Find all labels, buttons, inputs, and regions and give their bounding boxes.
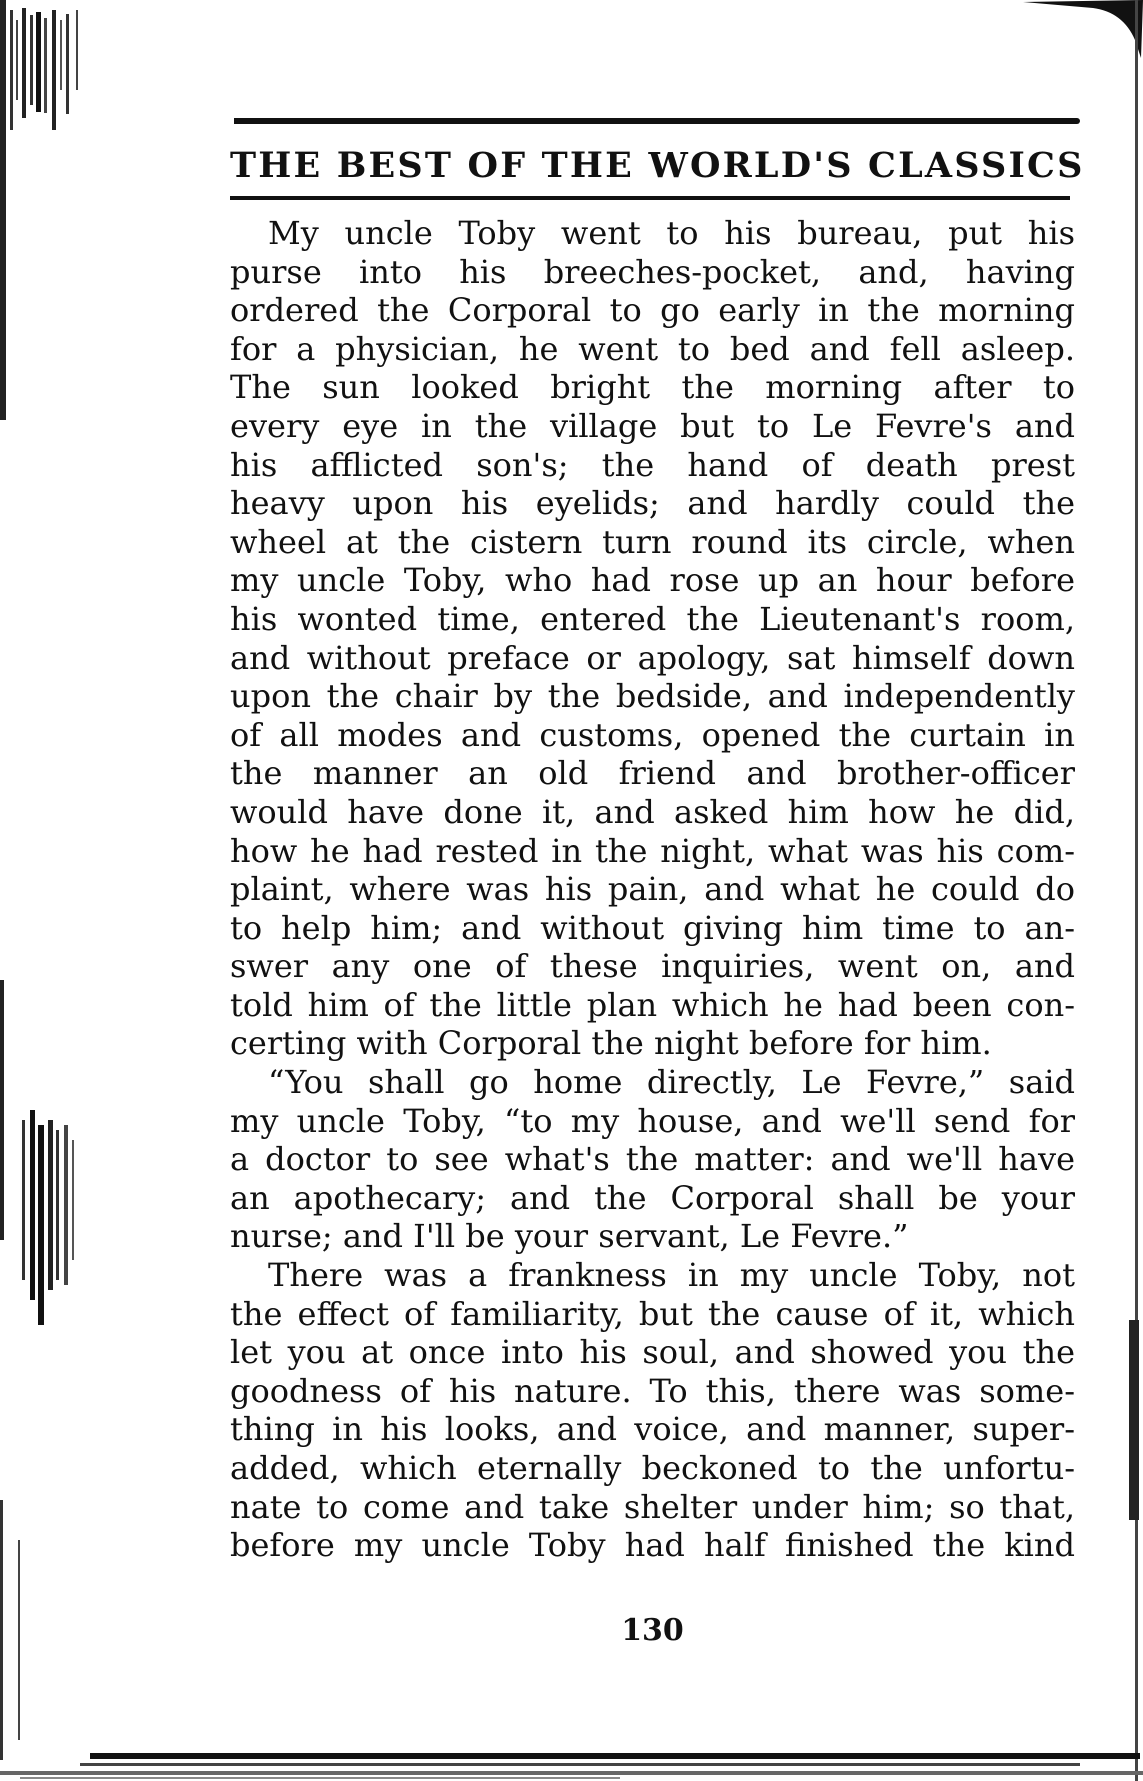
paragraph-3 bbox=[230, 1256, 1075, 1565]
text-line: for a physician, he went to bed and fell asleep. bbox=[230, 329, 1075, 368]
text-line: would have done it, and asked him how he did, bbox=[230, 792, 1075, 831]
text-line: my uncle Toby, “to my house, and we'll send for bbox=[230, 1101, 1075, 1140]
text-line: how he had rested in the night, what was his com- bbox=[230, 831, 1075, 870]
text-line: added, which eternally beckoned to the unfortu- bbox=[230, 1449, 1075, 1487]
text-line: plaint, where was his pain, and what he could do bbox=[230, 870, 1075, 909]
paragraph-1 bbox=[230, 214, 1075, 1063]
text-line: There was a frankness in my uncle Toby, not bbox=[268, 1256, 1075, 1295]
body-text bbox=[230, 214, 1075, 1565]
text-line: purse into his breeches-pocket, and, having bbox=[230, 252, 1075, 291]
text-line: his wonted time, entered the Lieutenant's room, bbox=[230, 599, 1075, 638]
text-line: the effect of familiarity, but the cause of it, which bbox=[230, 1294, 1075, 1333]
text-line: told him of the little plan which he had been con- bbox=[230, 985, 1075, 1024]
scan-edge-left bbox=[0, 0, 90, 1781]
text-line: goodness of his nature. To this, there was some- bbox=[230, 1371, 1075, 1410]
text-line: his afflicted son's; the hand of death prest bbox=[230, 445, 1075, 484]
page-number: 130 bbox=[621, 1613, 684, 1648]
text-line: nurse; and I'll be your servant, Le Fevre.” bbox=[230, 1217, 909, 1256]
text-line: thing in his looks, and voice, and manner, super- bbox=[230, 1410, 1075, 1449]
text-line: an apothecary; and the Corporal shall be your bbox=[230, 1178, 1075, 1217]
text-line: heavy upon his eyelids; and hardly could the bbox=[230, 484, 1075, 523]
text-line: my uncle Toby, who had rose up an hour before bbox=[230, 561, 1075, 600]
text-line: “You shall go home directly, Le Fevre,” said bbox=[268, 1063, 1075, 1102]
running-head: THE BEST OF THE WORLD'S CLASSICS bbox=[230, 145, 1085, 186]
text-line: let you at once into his soul, and showed you the bbox=[230, 1333, 1075, 1372]
text-line: the manner an old friend and brother-officer bbox=[230, 754, 1075, 793]
text-line: The sun looked bright the morning after to bbox=[230, 368, 1075, 407]
bottom-edge bbox=[0, 1735, 1143, 1781]
header-rule-bottom bbox=[230, 196, 1070, 200]
text-line: a doctor to see what's the matter: and we'll have bbox=[230, 1140, 1075, 1179]
text-line: My uncle Toby went to his bureau, put his bbox=[268, 214, 1075, 252]
text-line: and without preface or apology, sat himself down bbox=[230, 638, 1075, 677]
text-line: upon the chair by the bedside, and independently bbox=[230, 677, 1075, 716]
text-line: certing with Corporal the night before for him. bbox=[230, 1024, 992, 1063]
text-line: wheel at the cistern turn round its circle, when bbox=[230, 522, 1075, 561]
text-line: every eye in the village but to Le Fevre's and bbox=[230, 406, 1075, 445]
paragraph-2 bbox=[230, 1063, 1075, 1256]
right-edge bbox=[1121, 0, 1143, 1781]
text-line: nate to come and take shelter under him; so that, bbox=[230, 1487, 1075, 1526]
text-line: swer any one of these inquiries, went on, and bbox=[230, 947, 1075, 986]
text-line: ordered the Corporal to go early in the morning bbox=[230, 291, 1075, 330]
book-page bbox=[230, 118, 1085, 1648]
header-rule-top bbox=[234, 118, 1080, 124]
text-line: before my uncle Toby had half finished the kind bbox=[230, 1526, 1075, 1565]
text-line: to help him; and without giving him time to an- bbox=[230, 908, 1075, 947]
text-line: of all modes and customs, opened the curtain in bbox=[230, 715, 1075, 754]
